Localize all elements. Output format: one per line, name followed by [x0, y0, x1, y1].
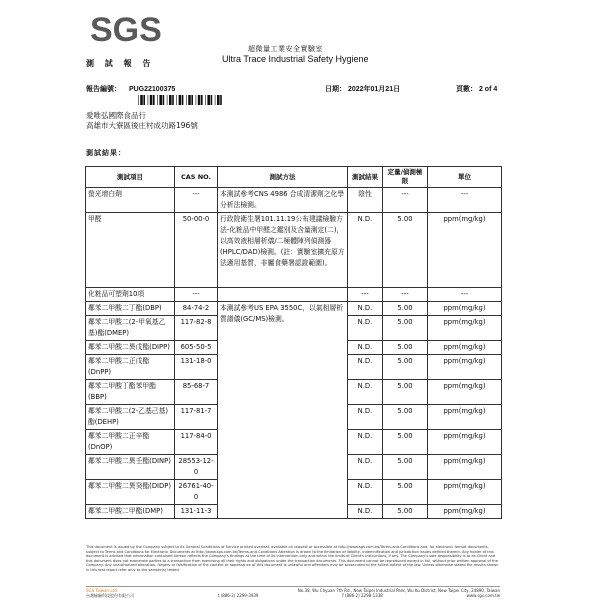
cell-result: N.D. — [348, 341, 383, 355]
cell-method: 行政院衛生署101.11.19公布建議檢驗方法-化粧品中甲醛之鑑別及含量測定(二)，以高效液相層析儀/二極體陣列偵測器(HPLC/DAD)檢測。(註：實驗室擴充原方法適用基質，非屬食藥署認證範圍)。 — [218, 213, 348, 288]
cell-item: 鄰苯二甲酸二(2-甲氧基乙基)酯(DMEP) — [86, 316, 175, 341]
cell-unit: --- — [428, 188, 502, 213]
cell-unit: ppm(mg/kg) — [428, 213, 502, 288]
cell-unit: ppm(mg/kg) — [428, 480, 502, 505]
cell-item: 甲醛 — [86, 213, 175, 288]
cell-result: N.D. — [348, 316, 383, 341]
report-date-value: 2022年01月21日 — [347, 86, 401, 93]
cell-result: N.D. — [348, 380, 383, 405]
lab-name-en: Ultra Trace Industrial Safety Hygiene — [222, 54, 369, 64]
cell-unit: ppm(mg/kg) — [428, 341, 502, 355]
results-heading: 測試結果： — [86, 149, 126, 157]
cell-result: N.D. — [348, 505, 383, 519]
header-unit: 單位 — [428, 167, 502, 188]
report-title: 測 試 報 告 — [86, 58, 155, 68]
cell-result: N.D. — [348, 302, 383, 316]
barcode — [138, 95, 224, 105]
report-number-label: 報告編號： — [86, 85, 121, 93]
cell-unit: ppm(mg/kg) — [428, 405, 502, 430]
cell-item: 化粧品可塑劑10項 — [86, 288, 175, 302]
cell-cas: 131-18-0 — [175, 355, 218, 380]
cell-result: N.D. — [348, 455, 383, 480]
cell-limit: 5.00 — [383, 505, 428, 519]
cell-limit: 5.00 — [383, 405, 428, 430]
cell-limit: 5.00 — [383, 341, 428, 355]
cell-limit: 5.00 — [383, 455, 428, 480]
cell-limit: 5.00 — [383, 380, 428, 405]
header-limit: 定量/偵測極限 — [383, 167, 428, 188]
footer-company-zh: 台灣檢驗科技股份有限公司 — [86, 593, 134, 598]
footer-disclaimer: This document is issued by the Company subject to its General Conditions of Service printed overleaf, available on request or accessible at http://www.sgs.com.tw/Terms-and-Conditions and, for electronic format documents, subject to Terms and Conditions for Electronic Documents at http://www.sgs.com.tw/Terms-and-Conditions Attention is drawn to the limitation of liability, indemnification and jurisdiction issues defined therein. Any holder of this document is advised that information contained hereon reflects the Company's findings at the time of its intervention only and within the limits of Client's instructions, if any. The Company's sole responsibility is to its Client and this document does not exonerate parties to a transaction from exercising all their rights and obligations under the transaction documents. This document cannot be reproduced except in full, without prior written approval of the Company. Any unauthorized alteration, forgery or falsification of the content or appearance of this document is unlawful and offenders may be prosecuted to the fullest extent of the law. Unless otherwise stated the results shown in this test report refer only to the sample(s) tested. — [86, 545, 499, 572]
cell-cas: --- — [175, 188, 218, 213]
cell-unit: ppm(mg/kg) — [428, 455, 502, 480]
report-page — [456, 84, 497, 94]
report-date — [325, 84, 400, 94]
cell-cas: 26761-40-0 — [175, 480, 218, 505]
cell-unit: ppm(mg/kg) — [428, 316, 502, 341]
cell-item: 鄰苯二甲酸丁酯苯甲酯(BBP) — [86, 380, 175, 405]
footer-tel: t (886-2) 2299-3939 — [217, 593, 259, 598]
cell-cas: 117-84-0 — [175, 430, 218, 455]
header-result: 測試結果 — [348, 167, 383, 188]
cell-cas: 50-00-0 — [175, 213, 218, 288]
cell-item: 螢光增白劑 — [86, 188, 175, 213]
cell-cas: 117-81-7 — [175, 405, 218, 430]
client-address: 高雄市大寮區後庄村成功路196號 — [86, 121, 198, 130]
cell-cas: 131-11-3 — [175, 505, 218, 519]
table-row — [86, 213, 502, 288]
cell-item: 鄰苯二甲酸二(2-乙基己基)酯(DEHP) — [86, 405, 175, 430]
cell-limit: 5.00 — [383, 302, 428, 316]
sgs-logo — [86, 8, 178, 54]
cell-unit: ppm(mg/kg) — [428, 355, 502, 380]
footer-company: SGS Taiwan Ltd. — [86, 588, 118, 593]
cell-item: 鄰苯二甲酸二異戊酯(DIPP) — [86, 341, 175, 355]
cell-result: N.D. — [348, 355, 383, 380]
cell-limit: 5.00 — [383, 355, 428, 380]
cell-item: 鄰苯二甲酸二正戊酯(DnPP) — [86, 355, 175, 380]
footer-fax: f (886-2) 2298-1338 — [342, 593, 383, 598]
cell-item: 鄰苯二甲酸二甲酯(DMP) — [86, 505, 175, 519]
report-page-value: 2 of 4 — [478, 86, 498, 93]
cell-limit: 5.00 — [383, 316, 428, 341]
footer-address: No.38, Wu Chyuan 7th Rd., New Taipei Industrial Park, Wu Ku District, New Taipei City, 24890, Taiwan — [297, 588, 500, 593]
cell-item: 鄰苯二甲酸二異癸酯(DIDP) — [86, 480, 175, 505]
cell-cas: 28553-12-0 — [175, 455, 218, 480]
cell-result: N.D. — [348, 430, 383, 455]
cell-result: N.D. — [348, 213, 383, 288]
client-info — [86, 111, 198, 131]
table-header-row — [86, 167, 502, 188]
sgs-logo-text: SGS — [90, 11, 162, 49]
cell-unit: ppm(mg/kg) — [428, 380, 502, 405]
report-date-label: 日期： — [325, 85, 346, 93]
report-number — [86, 84, 175, 94]
cell-limit: 5.00 — [383, 480, 428, 505]
cell-cas: 85-68-7 — [175, 380, 218, 405]
cell-cas: 84-74-2 — [175, 302, 218, 316]
table-row — [86, 288, 502, 302]
cell-limit: 5.00 — [383, 213, 428, 288]
cell-unit: --- — [428, 288, 502, 302]
cell-cas: 117-82-8 — [175, 316, 218, 341]
header-cas-no: CAS NO. — [175, 167, 218, 188]
lab-name-zh: 超微量工業安全實驗室 — [248, 45, 323, 53]
cell-item: 鄰苯二甲酸二異壬酯(DINP) — [86, 455, 175, 480]
cell-item: 鄰苯二甲酸二丁酯(DBP) — [86, 302, 175, 316]
client-name: 愛唯弘國際食品行 — [86, 111, 146, 120]
cell-method — [218, 288, 348, 302]
report-page-label: 頁數： — [456, 85, 477, 93]
results-table — [85, 166, 502, 519]
cell-unit: ppm(mg/kg) — [428, 430, 502, 455]
table-row — [86, 188, 502, 213]
footer-web: www.sgs.com.tw — [466, 593, 500, 598]
footer-contact-bar — [86, 593, 500, 599]
cell-unit: ppm(mg/kg) — [428, 302, 502, 316]
cell-method: 本測試參考CNS 4986 合成清潔劑之化學分析法檢測。 — [218, 188, 348, 213]
cell-item: 鄰苯二甲酸二正辛酯(DnOP) — [86, 430, 175, 455]
cell-unit: ppm(mg/kg) — [428, 505, 502, 519]
cell-limit: 5.00 — [383, 430, 428, 455]
header-test-method: 測試方法 — [218, 167, 348, 188]
cell-result: N.D. — [348, 480, 383, 505]
cell-result: 陰性 — [348, 188, 383, 213]
cell-cas: --- — [175, 288, 218, 302]
header-test-item: 測試項目 — [86, 167, 175, 188]
cell-cas: 605-50-5 — [175, 341, 218, 355]
cell-result: N.D. — [348, 405, 383, 430]
cell-limit: --- — [383, 288, 428, 302]
report-number-value: PUG22100375 — [128, 86, 176, 93]
table-row — [86, 302, 502, 316]
cell-method: 本測試參考US EPA 3550C，以氣相層析質譜儀(GC/MS)檢測。 — [218, 302, 348, 519]
footer-company-bar — [86, 586, 500, 593]
cell-limit: --- — [383, 188, 428, 213]
cell-result: --- — [348, 288, 383, 302]
